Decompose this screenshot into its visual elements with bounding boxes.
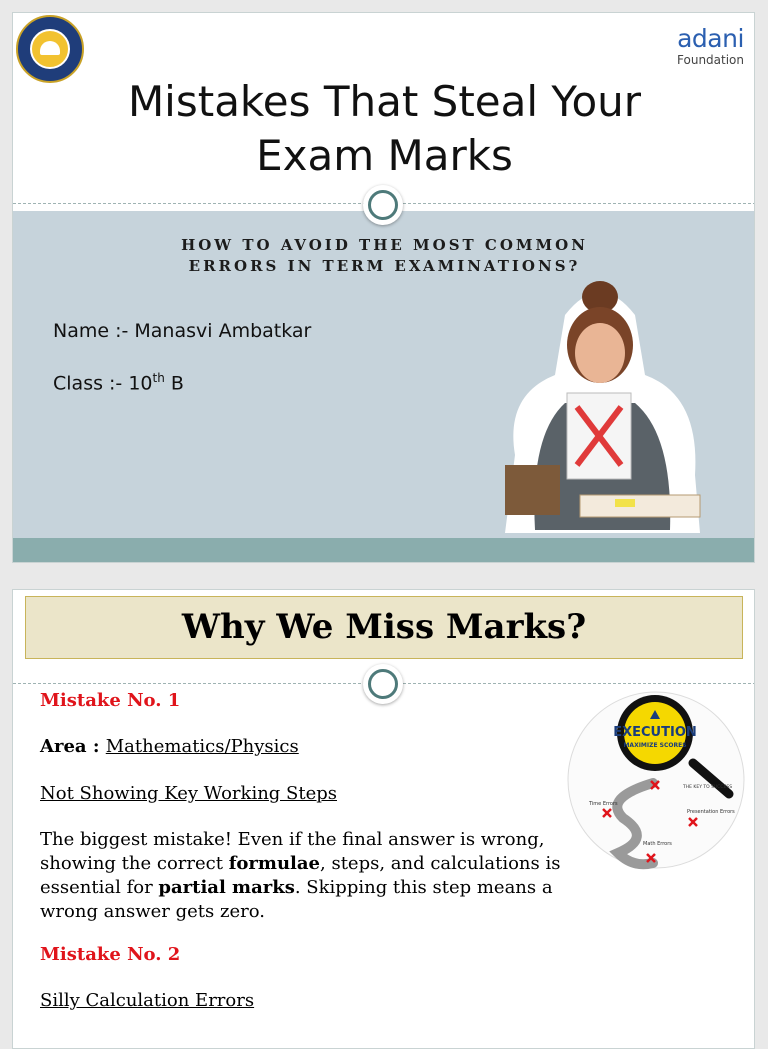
exec-title: EXECUTION	[613, 725, 697, 740]
bottom-strip	[13, 538, 755, 563]
circle-ornament-icon	[363, 185, 403, 225]
subtitle-line-1: HOW TO AVOID THE MOST COMMON	[181, 236, 588, 254]
brand-sub: Foundation	[677, 53, 744, 67]
content-slide	[12, 589, 755, 1049]
exec-presentation: Presentation Errors	[687, 809, 735, 815]
student-name: Name :- Manasvi Ambatkar	[53, 320, 312, 342]
exec-math: Math Errors	[643, 841, 672, 847]
execution-infographic-icon	[563, 688, 749, 878]
area-label: Area :	[40, 736, 106, 757]
slide-title: Why We Miss Marks?	[25, 596, 743, 659]
class-prefix: Class :- 10	[53, 372, 153, 395]
title-line-2: Exam Marks	[256, 131, 513, 180]
brand-name: adani	[677, 24, 744, 53]
para-text-1: The biggest mistake! Even if the final answer is wrong, showing the correct	[40, 829, 545, 874]
para-bold-2: partial marks	[158, 877, 295, 898]
circle-ornament-icon	[363, 664, 403, 704]
mistake-2-heading: Mistake No. 2	[40, 944, 181, 965]
school-emblem-icon	[30, 29, 70, 69]
exec-time: Time Errors	[589, 801, 618, 807]
mistake-1-title: Not Showing Key Working Steps	[40, 783, 338, 804]
para-bold-1: formulae	[228, 853, 321, 874]
subtitle	[13, 235, 755, 277]
class-suffix: B	[164, 372, 184, 395]
mistake-1-heading: Mistake No. 1	[40, 690, 181, 711]
area-value: Mathematics/Physics	[105, 736, 299, 757]
para-text-2: , steps, and calculations is essential for	[40, 853, 561, 898]
student-class	[53, 371, 184, 394]
exec-key: THE KEY TO SUCCESS	[683, 785, 733, 790]
slide-title	[13, 75, 755, 183]
exec-sub: MAXIMIZE SCORES	[623, 742, 687, 749]
subtitle-line-2: ERRORS IN TERM EXAMINATIONS?	[188, 257, 581, 275]
mistake-2-title: Silly Calculation Errors	[40, 990, 255, 1011]
class-sup: th	[152, 371, 165, 385]
mistake-1-paragraph	[40, 828, 610, 924]
student-illustration-icon	[495, 275, 707, 537]
area-line	[40, 735, 299, 759]
title-slide	[12, 12, 755, 563]
title-line-1: Mistakes That Steal Your	[127, 77, 642, 126]
para-text-3: . Skipping this step means a wrong answer gets zero.	[40, 877, 553, 922]
adani-foundation-logo	[677, 25, 744, 67]
school-logo	[16, 15, 84, 83]
